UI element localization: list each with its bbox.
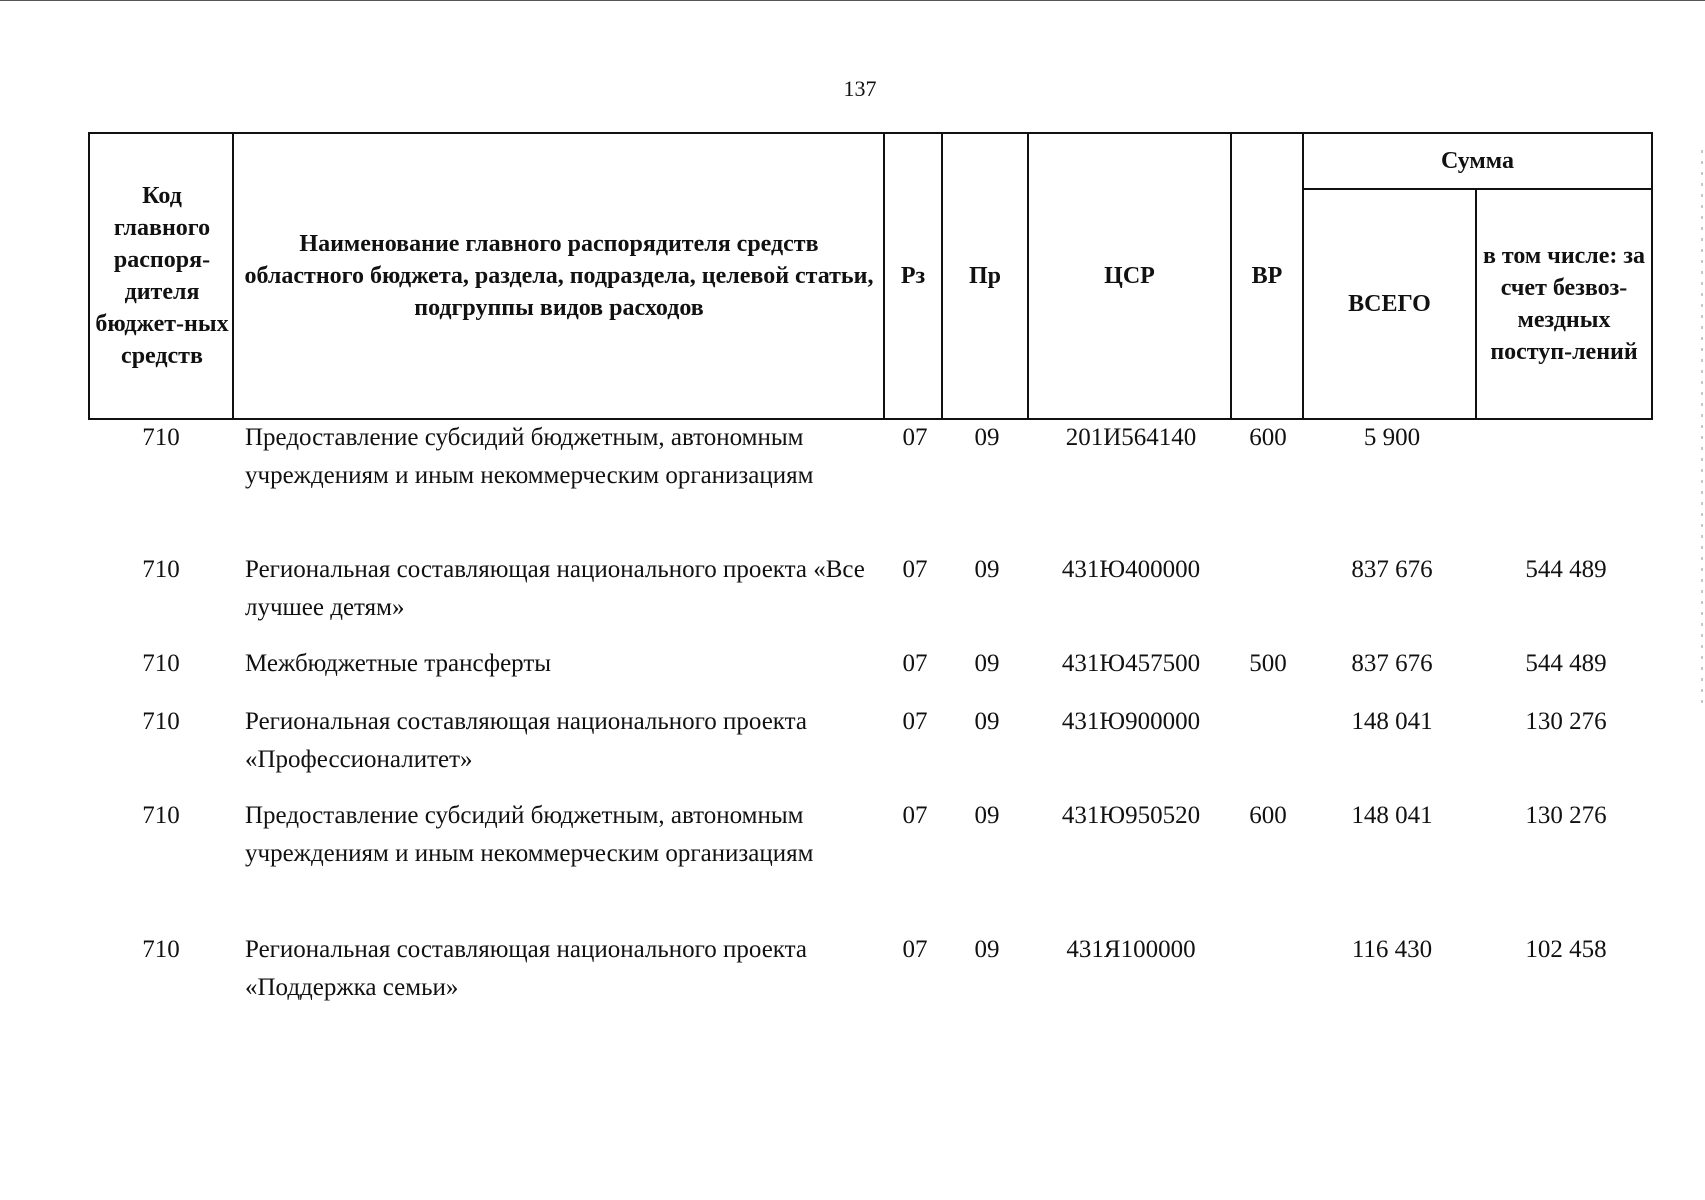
row-csr: 431Ю950520 (1061, 802, 1201, 829)
row-rz: 07 (902, 556, 928, 583)
scan-edge-artifact (1701, 150, 1703, 710)
row-name: Межбюджетные трансферты (245, 650, 552, 677)
row-code: 710 (142, 802, 180, 829)
row-name: Предоставление субсидий бюджетным, автономным учреждениям и иным некоммерческим организациям (245, 802, 814, 867)
row-rz: 07 (902, 424, 928, 451)
row-grants: 544 489 (1525, 556, 1607, 583)
row-total: 837 676 (1351, 556, 1433, 583)
row-total: 148 041 (1351, 802, 1433, 829)
header-sum: Сумма (1441, 148, 1514, 174)
row-code: 710 (142, 936, 180, 963)
row-pr: 09 (974, 936, 1000, 963)
header-rz: Рз (900, 263, 926, 289)
header-csr: ЦСР (1104, 263, 1155, 289)
row-grants: 130 276 (1525, 802, 1607, 829)
row-pr: 09 (974, 802, 1000, 829)
row-name: Региональная составляющая национального проекта «Профессионалитет» (245, 708, 807, 773)
row-pr: 09 (974, 708, 1000, 735)
row-csr: 201И564140 (1065, 424, 1197, 451)
row-vr: 500 (1249, 650, 1287, 677)
page-number: 137 (843, 76, 877, 101)
top-rule (0, 0, 1705, 1)
row-total: 837 676 (1351, 650, 1433, 677)
row-csr: 431Ю457500 (1061, 650, 1201, 677)
row-total: 5 900 (1363, 424, 1421, 451)
row-code: 710 (142, 424, 180, 451)
row-code: 710 (142, 556, 180, 583)
row-name: Региональная составляющая национального проекта «Поддержка семьи» (245, 936, 807, 1001)
row-vr: 600 (1249, 424, 1287, 451)
row-rz: 07 (902, 802, 928, 829)
header-name: Наименование главного распорядителя средств областного бюджета, раздела, подраздела, целевой статьи, подгруппы видов расходов (244, 231, 874, 321)
row-rz: 07 (902, 708, 928, 735)
row-total: 116 430 (1351, 936, 1433, 963)
header-code: Код главного распоря-дителя бюджет-ных средств (95, 183, 229, 369)
row-csr: 431Ю400000 (1061, 556, 1201, 583)
row-code: 710 (142, 650, 180, 677)
row-grants: 544 489 (1525, 650, 1607, 677)
row-grants: 130 276 (1525, 708, 1607, 735)
row-name: Региональная составляющая национального проекта «Все лучшее детям» (245, 556, 865, 621)
header-grants: в том числе: за счет безвоз-мездных поступ-лений (1482, 243, 1646, 365)
row-rz: 07 (902, 936, 928, 963)
row-grants: 102 458 (1525, 936, 1607, 963)
row-vr: 600 (1249, 802, 1287, 829)
row-total: 148 041 (1351, 708, 1433, 735)
row-pr: 09 (974, 556, 1000, 583)
row-pr: 09 (974, 424, 1000, 451)
row-code: 710 (142, 708, 180, 735)
row-name: Предоставление субсидий бюджетным, автономным учреждениям и иным некоммерческим организациям (245, 424, 814, 489)
row-csr: 431Я100000 (1066, 936, 1196, 963)
row-csr: 431Ю900000 (1061, 708, 1201, 735)
header-total: ВСЕГО (1348, 291, 1431, 317)
header-pr: Пр (968, 263, 1001, 289)
row-pr: 09 (974, 650, 1000, 677)
header-vr: ВР (1251, 263, 1283, 289)
row-rz: 07 (902, 650, 928, 677)
